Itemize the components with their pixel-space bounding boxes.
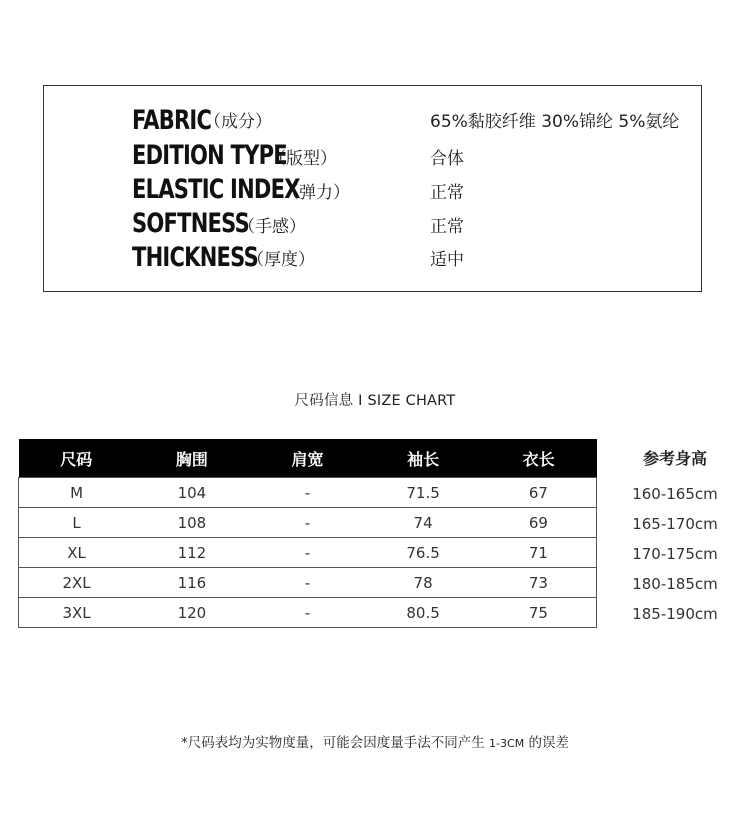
cell-size: 2XL	[19, 568, 135, 598]
cell-shoulder: -	[250, 568, 366, 598]
elastic-index-value: 正常	[430, 183, 464, 203]
fabric-value: 65%黏胶纤维 30%锦纶 5%氨纶	[430, 112, 680, 132]
cell-chest: 120	[134, 598, 250, 628]
table-header-row	[19, 439, 597, 478]
cell-chest: 108	[134, 508, 250, 538]
table-row	[19, 508, 597, 538]
thickness-label-zh: （厚度）	[247, 250, 315, 270]
size-chart-table	[18, 439, 597, 628]
fabric-label-en: FABRIC	[132, 104, 212, 136]
header-chest: 胸围	[134, 439, 250, 478]
cell-sleeve: 76.5	[365, 538, 481, 568]
cell-shoulder: -	[250, 538, 366, 568]
thickness-label-en: THICKNESS	[132, 241, 258, 273]
fabric-info-box	[43, 85, 702, 292]
reference-height-header: 参考身高	[642, 449, 707, 468]
table-row	[19, 568, 597, 598]
table-row	[19, 598, 597, 628]
softness-label-en: SOFTNESS	[132, 207, 249, 239]
reference-height-cell: 185-190cm	[632, 605, 718, 623]
fabric-label-zh: （成分）	[204, 112, 272, 132]
reference-height-cell: 160-165cm	[632, 485, 718, 503]
table-row	[19, 538, 597, 568]
reference-height-column	[610, 439, 740, 629]
cell-sleeve: 71.5	[365, 478, 481, 508]
cell-chest: 104	[134, 478, 250, 508]
reference-height-cell: 170-175cm	[632, 545, 718, 563]
elastic-index-label-zh: （弹力）	[282, 183, 350, 203]
cell-sleeve: 74	[365, 508, 481, 538]
softness-value: 正常	[430, 217, 464, 237]
header-length: 衣长	[481, 439, 597, 478]
cell-length: 75	[481, 598, 597, 628]
size-chart-title: 尺码信息 I SIZE CHART	[294, 393, 456, 409]
header-size: 尺码	[19, 439, 135, 478]
softness-label-zh: （手感）	[238, 217, 306, 237]
elastic-index-label-en: ELASTIC INDEX	[132, 173, 300, 205]
reference-height-cell: 165-170cm	[632, 515, 718, 533]
reference-height-cell: 180-185cm	[632, 575, 718, 593]
cell-shoulder: -	[250, 478, 366, 508]
thickness-value: 适中	[430, 250, 464, 270]
edition-type-label-en: EDITION TYPE	[132, 139, 287, 171]
cell-size: L	[19, 508, 135, 538]
edition-type-value: 合体	[430, 149, 464, 169]
cell-length: 67	[481, 478, 597, 508]
cell-sleeve: 80.5	[365, 598, 481, 628]
cell-chest: 116	[134, 568, 250, 598]
cell-length: 71	[481, 538, 597, 568]
measurement-footnote	[0, 731, 750, 751]
edition-type-label-zh: （版型）	[269, 149, 337, 169]
cell-size: 3XL	[19, 598, 135, 628]
header-shoulder: 肩宽	[250, 439, 366, 478]
footnote-range: 1-3CM	[489, 737, 525, 750]
cell-shoulder: -	[250, 598, 366, 628]
footnote-prefix: *尺码表均为实物度量，可能会因度量手法不同产生	[181, 735, 490, 751]
cell-chest: 112	[134, 538, 250, 568]
cell-size: M	[19, 478, 135, 508]
cell-sleeve: 78	[365, 568, 481, 598]
cell-size: XL	[19, 538, 135, 568]
cell-length: 69	[481, 508, 597, 538]
cell-length: 73	[481, 568, 597, 598]
cell-shoulder: -	[250, 508, 366, 538]
table-row	[19, 478, 597, 508]
footnote-suffix: 的误差	[524, 735, 569, 751]
header-sleeve: 袖长	[365, 439, 481, 478]
